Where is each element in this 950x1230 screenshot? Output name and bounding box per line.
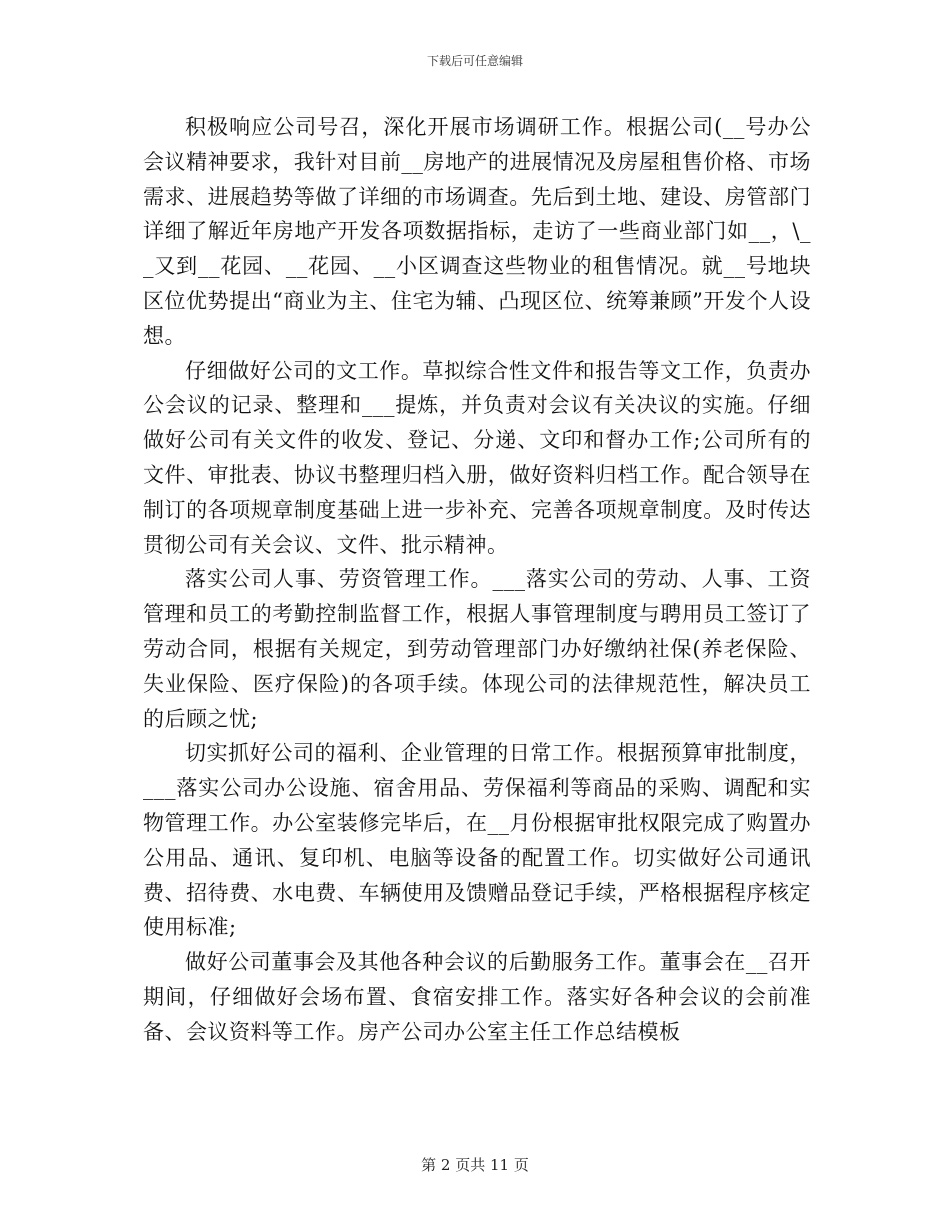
paragraph-welfare-management: 切实抓好公司的福利、企业管理的日常工作。根据预算审批制度，___落实公司办公设施、宿舍用品、劳保福利等商品的采购、调配和实物管理工作。办公室装修完毕后，在__月份根据审批权限完成了购置办公用品、通讯、复印机、电脑等设备的配置工作。切实做好公司通讯费、招待费、水电费、车辆使用及馈赠品登记手续，严格根据程序核定使用标准; — [143, 741, 811, 940]
paragraph-personnel-management: 落实公司人事、劳资管理工作。___落实公司的劳动、人事、工资管理和员工的考勤控制监督工作，根据人事管理制度与聘用员工签订了劳动合同，根据有关规定，到劳动管理部门办好缴纳社保(养老保险、失业保险、医疗保险)的各项手续。体现公司的法律规范性，解决员工的后顾之忧; — [143, 567, 811, 731]
page-number: 第 2 页共 11 页 — [421, 1156, 529, 1174]
paragraph-market-research: 积极响应公司号召，深化开展市场调研工作。根据公司(__号办公会议精神要求，我针对目前__房地产的进展情况及房屋租售价格、市场需求、进展趋势等做了详细的市场调查。先后到土地、建设、房管部门详细了解近年房地产开发各项数据指标，走访了一些商业部门如__，\__又到__花园、__花园、__小区调查这些物业的租售情况。就__号地块区位优势提出“商业为主、住宅为辅、凸现区位、统筹兼顾”开发个人设想。 — [143, 115, 811, 348]
document-body — [143, 110, 811, 1050]
page-header: 下载后可任意编辑 — [426, 54, 523, 68]
paragraph-meeting-services: 做好公司董事会及其他各种会议的后勤服务工作。董事会在__召开期间，仔细做好会场布置、食宿安排工作。落实好各种会议的会前准备、会议资料等工作。房产公司办公室主任工作总结模板 — [143, 950, 811, 1044]
paragraph-document-work: 仔细做好公司的文工作。草拟综合性文件和报告等文工作，负责办公会议的记录、整理和___提炼，并负责对会议有关决议的实施。仔细做好公司有关文件的收发、登记、分递、文印和督办工作;公司所有的文件、审批表、协议书整理归档入册，做好资料归档工作。配合领导在制订的各项规章制度基础上进一步补充、完善各项规章制度。及时传达贯彻公司有关会议、文件、批示精神。 — [143, 358, 811, 557]
